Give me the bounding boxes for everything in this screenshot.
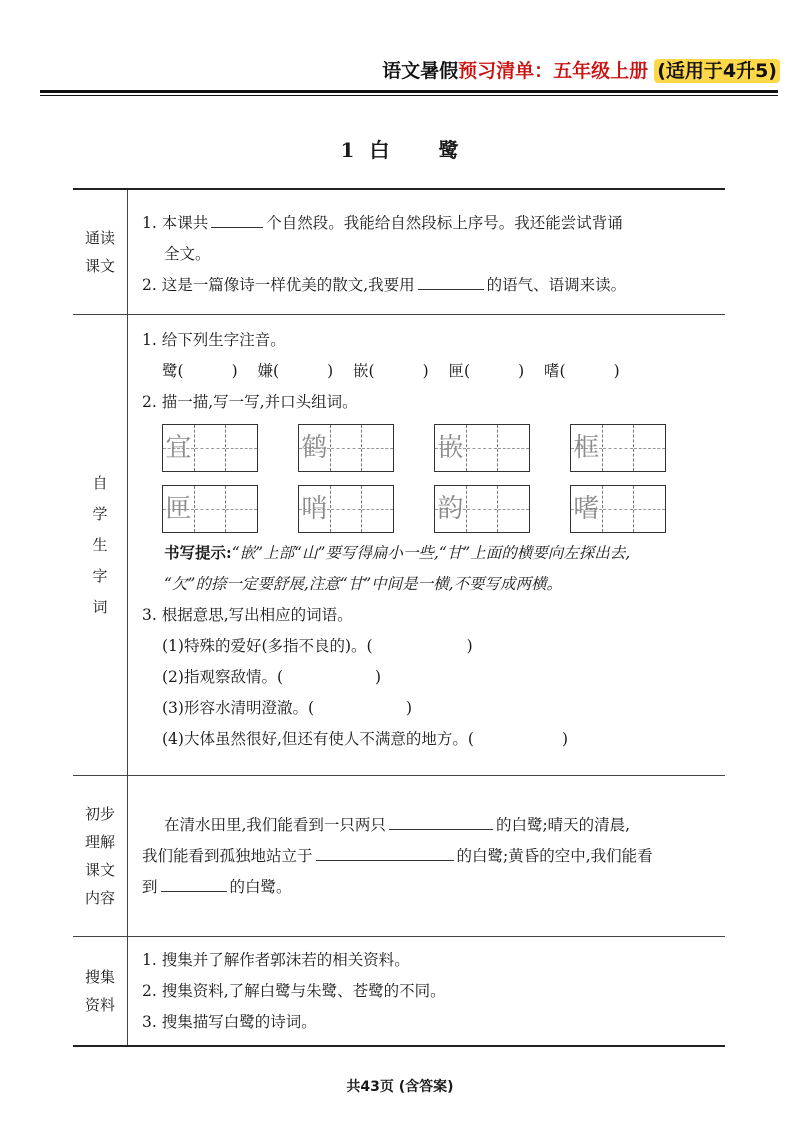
lesson-title-char2: 鹭 [438, 138, 460, 162]
q1-title: 1. 给下列生字注音。 [142, 331, 286, 349]
writing-tip: 书写提示:“嵌”上部“山”要写得扁小一些,“甘”上面的横要向左探出去, [164, 543, 631, 562]
section-collect [73, 936, 725, 1045]
writing-grid[interactable] [434, 485, 530, 533]
writing-grid[interactable] [570, 424, 666, 472]
section-read-content: 1. 本课共 个自然段。我能给自然段标上序号。我还能尝试背诵 全文。 2. 这是一篇像诗一样优美的散文,我要用 的语气、语调来读。 [128, 190, 725, 314]
writing-grid[interactable] [298, 485, 394, 533]
worksheet-table [73, 188, 725, 1047]
writing-grid[interactable] [570, 485, 666, 533]
q2-title: 2. 描一描,写一写,并口头组词。 [142, 393, 358, 411]
trace-char: 宜 [165, 432, 192, 463]
trace-char: 哨 [301, 493, 328, 524]
trace-char: 嗜 [573, 493, 600, 524]
trace-char: 框 [573, 432, 600, 463]
section-label-collect: 搜集 资料 [73, 937, 128, 1045]
page-footer: 共43页 (含答案) [346, 1079, 454, 1095]
section-self-study-content [128, 315, 725, 775]
header-rule-thin [40, 95, 778, 96]
blank-tone[interactable] [418, 288, 484, 290]
page-header [382, 56, 780, 83]
pinyin-row: 鹭( ) 嫌( ) 嵌( ) 匣( ) 嗜( ) [162, 362, 620, 380]
blank-egret-3[interactable] [161, 890, 227, 892]
section-understand [73, 775, 725, 936]
collect-item-2: 2. 搜集资料,了解白鹭与朱鹭、苍鹭的不同。 [142, 982, 446, 1000]
blank-egret-1[interactable] [389, 828, 493, 830]
q3-title: 3. 根据意思,写出相应的词语。 [142, 606, 353, 624]
header-rule-thick [40, 90, 778, 93]
lesson-number: 1 [340, 138, 356, 162]
writing-tip-line2: “欠”的捺一定要舒展,注意“甘”中间是一横,不要写成两横。 [164, 575, 563, 593]
q3-sub3: (3)形容水清明澄澈。( ) [162, 699, 413, 717]
trace-char: 鹤 [301, 432, 328, 463]
lesson-title [0, 134, 800, 163]
trace-char: 韵 [437, 493, 464, 524]
writing-grid[interactable] [162, 424, 258, 472]
read-item-1: 1. 本课共 个自然段。我能给自然段标上序号。我还能尝试背诵 [142, 214, 623, 232]
lesson-title-char1: 白 [369, 138, 391, 162]
collect-item-1: 1. 搜集并了解作者郭沫若的相关资料。 [142, 951, 410, 969]
section-read-text [73, 190, 725, 314]
section-label-self-study: 自 学 生 字 词 [73, 315, 128, 775]
writing-grid[interactable] [298, 424, 394, 472]
q3-sub4: (4)大体虽然很好,但还有使人不满意的地方。( ) [162, 730, 568, 748]
section-self-study [73, 314, 725, 775]
section-understand-content: 在清水田里,我们能看到一只两只 的白鹭;晴天的清晨, 我们能看到孤独地站立于 的白鹭;黄昏的空中,我们能看 到 的白鹭。 [142, 816, 653, 896]
section-label-read: 通读 课文 [73, 190, 128, 314]
trace-char: 匣 [165, 493, 192, 524]
collect-item-3: 3. 搜集描写白鹭的诗词。 [142, 1013, 317, 1031]
writing-grid[interactable] [434, 424, 530, 472]
q3-sub1: (1)特殊的爱好(多指不良的)。( ) [162, 637, 473, 655]
section-collect-content [128, 937, 725, 1045]
writing-grids [162, 424, 713, 533]
writing-grid[interactable] [162, 485, 258, 533]
blank-paragraph-count[interactable] [211, 226, 263, 228]
blank-egret-2[interactable] [316, 859, 454, 861]
section-label-understand: 初步 理解 课文 内容 [73, 776, 128, 936]
header-title-part2: 预习清单：五年级上册 [458, 60, 649, 82]
trace-char: 嵌 [437, 432, 464, 463]
header-title-part1: 语文暑假 [382, 60, 459, 82]
header-grade-tag: (适用于4升5) [654, 59, 780, 83]
read-item-2: 2. 这是一篇像诗一样优美的散文,我要用 的语气、语调来读。 [142, 276, 627, 294]
q3-sub2: (2)指观察敌情。( ) [162, 668, 382, 686]
